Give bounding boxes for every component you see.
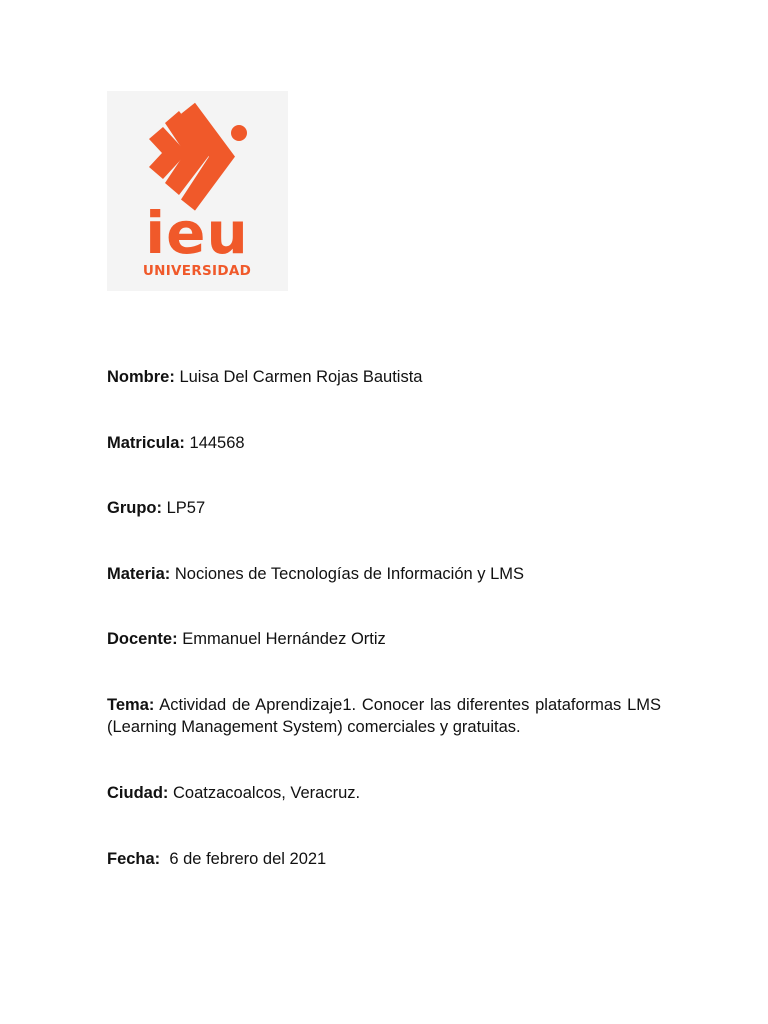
field-nombre (107, 366, 422, 388)
field-label: Tema: (107, 696, 155, 714)
field-value: LP57 (166, 499, 206, 517)
logo-subtitle: UNIVERSIDAD (142, 263, 252, 279)
field-tema (107, 694, 661, 738)
field-label: Ciudad: (107, 784, 169, 802)
ieu-logo-graphic (107, 91, 288, 291)
field-value: Actividad de Aprendizaje1. Conocer las diferentes plataformas LMS (Learning Management System) comerciales y gratuitas. (107, 696, 661, 736)
field-ciudad (107, 782, 360, 804)
field-fecha (107, 848, 326, 870)
field-label: Materia: (107, 565, 171, 583)
field-materia (107, 563, 524, 585)
university-logo (107, 91, 288, 291)
field-grupo (107, 497, 205, 519)
field-value: Luisa Del Carmen Rojas Bautista (179, 368, 423, 386)
field-value: 144568 (189, 434, 245, 452)
field-matricula (107, 432, 245, 454)
field-value: 6 de febrero del 2021 (164, 850, 327, 868)
field-label: Matricula: (107, 434, 185, 452)
field-label: Docente: (107, 630, 178, 648)
field-label: Grupo: (107, 499, 162, 517)
field-value: Nociones de Tecnologías de Información y LMS (174, 565, 525, 583)
field-label: Nombre: (107, 368, 175, 386)
field-docente (107, 628, 386, 650)
field-label: Fecha: (107, 850, 161, 868)
field-value: Coatzacoalcos, Veracruz. (173, 784, 361, 802)
logo-dot (231, 125, 247, 141)
logo-wordmark: ieu (145, 199, 249, 267)
field-value: Emmanuel Hernández Ortiz (182, 630, 386, 648)
